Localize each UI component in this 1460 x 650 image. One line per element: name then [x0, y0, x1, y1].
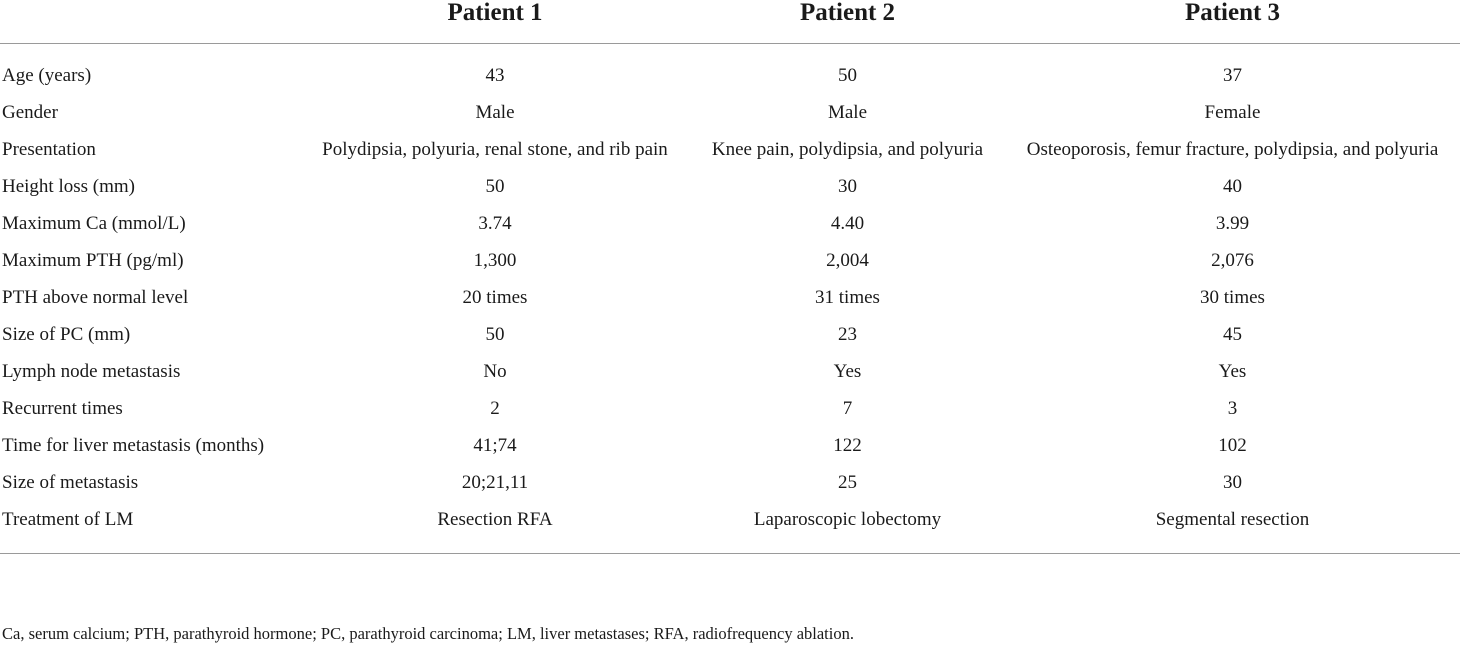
row-label: Height loss (mm)	[2, 176, 135, 197]
table-cell: 3	[1227, 398, 1238, 419]
table-cell: Segmental resection	[1005, 503, 1460, 554]
table-cell: 20 times	[462, 287, 528, 308]
table-row	[0, 355, 1460, 392]
table-cell: 7	[842, 398, 853, 419]
table-cell: Knee pain, polydipsia, and polyuria	[711, 139, 984, 160]
table-cell: 31 times	[815, 287, 880, 308]
table-cell: 3.99	[1215, 213, 1250, 234]
table-row	[0, 244, 1460, 281]
table-cell: Female	[1204, 102, 1261, 123]
row-label: Lymph node metastasis	[2, 361, 181, 382]
table-cell: 45	[1223, 324, 1242, 345]
table-row	[0, 133, 1460, 170]
table-cell: 50	[485, 176, 505, 197]
table-cell: 37	[1223, 65, 1242, 86]
header-cell-empty	[0, 0, 300, 44]
row-label: Gender	[2, 102, 58, 123]
table-header-row	[0, 0, 1460, 44]
header-cell-patient-3: Patient 3	[1005, 0, 1460, 44]
table-cell: 30	[838, 176, 857, 197]
table-cell: 2,076	[1211, 250, 1254, 271]
table-cell: 20;21,11	[461, 472, 529, 493]
table-cell: Male	[475, 102, 515, 123]
table-row	[0, 466, 1460, 503]
table-cell: 40	[1223, 176, 1242, 197]
table-row	[0, 170, 1460, 207]
table-cell: Osteoporosis, femur fracture, polydipsia, and polyuria	[1026, 139, 1439, 160]
table-cell: Yes	[833, 361, 862, 382]
table-cell: 50	[838, 65, 857, 86]
table-cell: 122	[833, 435, 862, 456]
table-cell: 3.74	[478, 213, 512, 234]
table-row	[0, 207, 1460, 244]
row-label: Age (years)	[2, 65, 92, 86]
header-cell-patient-1: Patient 1	[300, 0, 690, 44]
row-label: Presentation	[2, 139, 96, 160]
table-row	[0, 44, 1460, 97]
table-cell: 30	[1223, 472, 1242, 493]
table-cell: 25	[838, 472, 857, 493]
table-cell: 50	[485, 324, 505, 345]
table-row	[0, 429, 1460, 466]
table-cell: Resection RFA	[300, 503, 690, 554]
table-cell: No	[483, 361, 507, 382]
table-row	[0, 318, 1460, 355]
row-label: Treatment of LM	[0, 503, 300, 554]
table-cell: Polydipsia, polyuria, renal stone, and rib pain	[322, 139, 668, 160]
row-label: Size of metastasis	[2, 472, 139, 493]
table-cell: 30 times	[1200, 287, 1265, 308]
table-cell: Yes	[1218, 361, 1247, 382]
table-cell: Laparoscopic lobectomy	[690, 503, 1005, 554]
table-row	[0, 281, 1460, 318]
table-cell: 1,300	[473, 250, 517, 271]
row-label: Time for liver metastasis (months)	[2, 435, 265, 456]
table-row	[0, 96, 1460, 133]
table-row	[0, 392, 1460, 429]
row-label: Recurrent times	[2, 398, 123, 419]
table-cell: 102	[1218, 435, 1247, 456]
table-row	[0, 503, 1460, 554]
table-cell: 41;74	[473, 435, 517, 456]
table-cell: 4.40	[830, 213, 865, 234]
table-cell: 2	[490, 398, 500, 419]
table-footnote: Ca, serum calcium; PTH, parathyroid hormone; PC, parathyroid carcinoma; LM, liver metastases; RFA, radiofrequency ablation.	[2, 624, 854, 643]
row-label: Maximum Ca (mmol/L)	[2, 213, 186, 234]
table-cell: 23	[838, 324, 857, 345]
header-cell-patient-2: Patient 2	[690, 0, 1005, 44]
table-cell: 2,004	[826, 250, 869, 271]
row-label: Maximum PTH (pg/ml)	[2, 250, 184, 271]
row-label: Size of PC (mm)	[2, 324, 131, 345]
row-label: PTH above normal level	[2, 287, 189, 308]
table-cell: Male	[827, 102, 868, 123]
table-cell: 43	[485, 65, 505, 86]
